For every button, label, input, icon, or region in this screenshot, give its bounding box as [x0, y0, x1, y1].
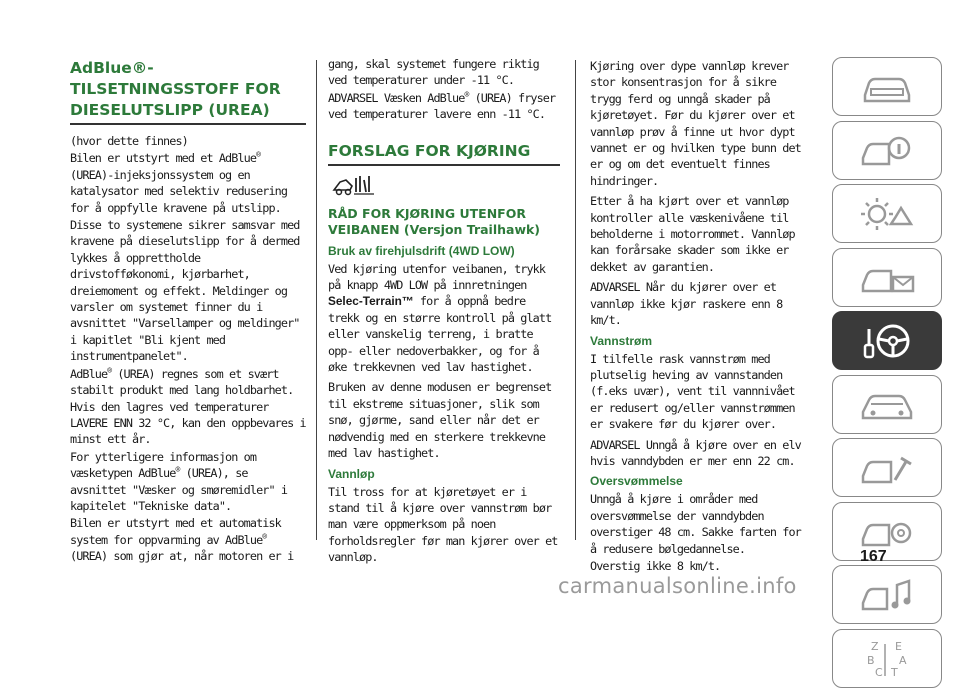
paragraph: For ytterligere informasjon om væsketypen AdBlue® (UREA), se avsnittet "Væsker og smøremidler" i kapitelet "Tekniske data".	[70, 449, 288, 513]
tab-index[interactable]	[832, 629, 942, 688]
paragraph: Disse to systemene sikrer samsvar med kravene på dieselutslipp for å dermed lykkes å opprettholde drivstofføkonomi, kjørbarhet, dreiemoment og effekt. Meldinger og varsler om systemet finner du i avsnittet "Varsellamper og meldinger" i kapitlet "Bli kjent med instrumentpanelet".	[70, 218, 300, 364]
paragraph: Ved kjøring utenfor veibanen, trykk på knapp 4WD LOW på innretningen Selec-Terrain™ for å oppnå bedre trekk og en større kontroll på glatt eller vanskelig terreng, i bratte opp- eller nedoverbakker, og for å øke trekkevnen ved lav hastighet.	[328, 261, 552, 375]
column-3	[590, 58, 804, 575]
tab-multimedia[interactable]	[832, 565, 942, 624]
offroad-car-icon	[332, 174, 376, 196]
heading-underline	[70, 123, 306, 125]
car-service-icon	[855, 446, 919, 490]
subsection-heading: RÅD FOR KJØRING UTENFOR VEIBANEN (Versjon Trailhawk)	[328, 205, 541, 237]
car-multimedia-icon	[855, 573, 919, 617]
paragraph: Bruken av denne modusen er begrenset til ekstreme situasjoner, slik som snø, gjørme, sand eller når det er nødvendig med en sterkere trekkevne med lav hastighet.	[328, 380, 552, 461]
tab-driving[interactable]	[832, 311, 942, 370]
car-specs-icon	[855, 509, 919, 553]
heading-underline	[328, 164, 560, 166]
paragraph: ADVARSEL Unngå å kjøre over en elv hvis vanndybden er mer enn 22 cm.	[590, 437, 801, 468]
sub-subheading: Oversvømmelse	[590, 474, 683, 489]
sub-subheading: Vannstrøm	[590, 333, 653, 348]
paragraph: I tilfelle rask vannstrøm med plutselig heving av vannstanden (f.eks uvær), vent til vannnivået er redusert og/eller vannstrømmen er svakere før du kjører over.	[590, 351, 795, 432]
sub-subheading: Bruk av firehjulsdrift (4WD LOW)	[328, 243, 515, 258]
car-info-icon	[855, 128, 919, 172]
tab-info[interactable]	[832, 121, 942, 180]
index-letter: C	[875, 666, 883, 679]
paragraph: Unngå å kjøre i områder med oversvømmelse der vanndybden overstiger 48 cm. Sakke farten for å redusere bølgedannelse.	[590, 492, 801, 556]
paragraph: (hvor dette finnes)	[70, 134, 188, 148]
page-number: 167	[860, 548, 887, 565]
paragraph: Til tross for at kjøretøyet er i stand til å kjøre over vannstrøm bør man være oppmerksom på noen forholdsregler før man kjører over et vannløp.	[328, 484, 558, 565]
alphabet-index-icon	[855, 636, 919, 680]
index-letter: A	[899, 654, 907, 667]
tab-specs[interactable]	[832, 502, 942, 561]
index-letter: E	[895, 640, 902, 653]
paragraph: ADVARSEL Væsken AdBlue® (UREA) fryser ved temperaturer lavere enn -11 °C.	[328, 89, 556, 122]
tab-dashboard[interactable]	[832, 57, 942, 116]
column-divider	[316, 60, 317, 540]
key-steering-wheel-icon	[855, 319, 919, 363]
paragraph: ADVARSEL Når du kjører over et vannløp ikke kjør raskere enn 8 km/t.	[590, 280, 783, 328]
paragraph: Etter å ha kjørt over et vannløp kontroller alle væskenivåene til beholderne i motorrommet. Vannløp kan forårsake skader som ikke er dekket av garantien.	[590, 194, 795, 274]
section-heading-driving: FORSLAG FOR KJØRING	[328, 141, 531, 160]
tab-emergency[interactable]	[832, 375, 942, 434]
index-letter: T	[891, 666, 898, 679]
chapter-tabs	[832, 57, 942, 692]
sub-subheading: Vannløp	[328, 466, 375, 481]
warning-lights-icon	[855, 192, 919, 236]
tab-mail[interactable]	[832, 248, 942, 307]
paragraph: Kjøring over dype vannløp krever stor konsentrasjon for å sikre trygg ferd og unngå skader på kjøretøyet. Før du kjører over et vannløp prøv å finne ut hvor dypt vannet er og hvilken type bunn det er og om det eventuelt finnes hindringer.	[590, 59, 801, 188]
index-letter: Z	[871, 640, 879, 653]
paragraph: Bilen er utstyrt med et automatisk system for oppvarming av AdBlue® (UREA) som gjør at, når motoren er i	[70, 516, 294, 564]
paragraph: AdBlue® (UREA) regnes som et svært stabilt produkt med lang holdbarhet. Hvis den lagres ved temperaturer LAVERE ENN 32 °C, kan den oppbevares i minst ett år.	[70, 365, 306, 447]
paragraph: gang, skal systemet fungere riktig ved temperaturer under -11 °C.	[328, 57, 539, 88]
paragraph: Bilen er utstyrt med et AdBlue® (UREA)-injeksjonssystem og en katalysator med selektiv redusering for å oppfylle kravene på utslipp.	[70, 150, 288, 215]
column-divider	[575, 60, 576, 540]
paragraph: Overstig ikke 8 km/t.	[590, 558, 721, 573]
section-heading-adblue: AdBlue®- TILSETNINGSSTOFF FOR DIESELUTSLIPP (UREA)	[70, 59, 281, 119]
column-1	[70, 58, 306, 566]
car-dashboard-icon	[855, 65, 919, 109]
tab-warning-lights[interactable]	[832, 184, 942, 243]
tab-service[interactable]	[832, 438, 942, 497]
column-2	[328, 56, 560, 567]
watermark-text: carmanualsonline.info	[558, 574, 797, 598]
car-mail-icon	[855, 255, 919, 299]
car-emergency-icon	[855, 382, 919, 426]
index-letter: B	[867, 654, 875, 667]
